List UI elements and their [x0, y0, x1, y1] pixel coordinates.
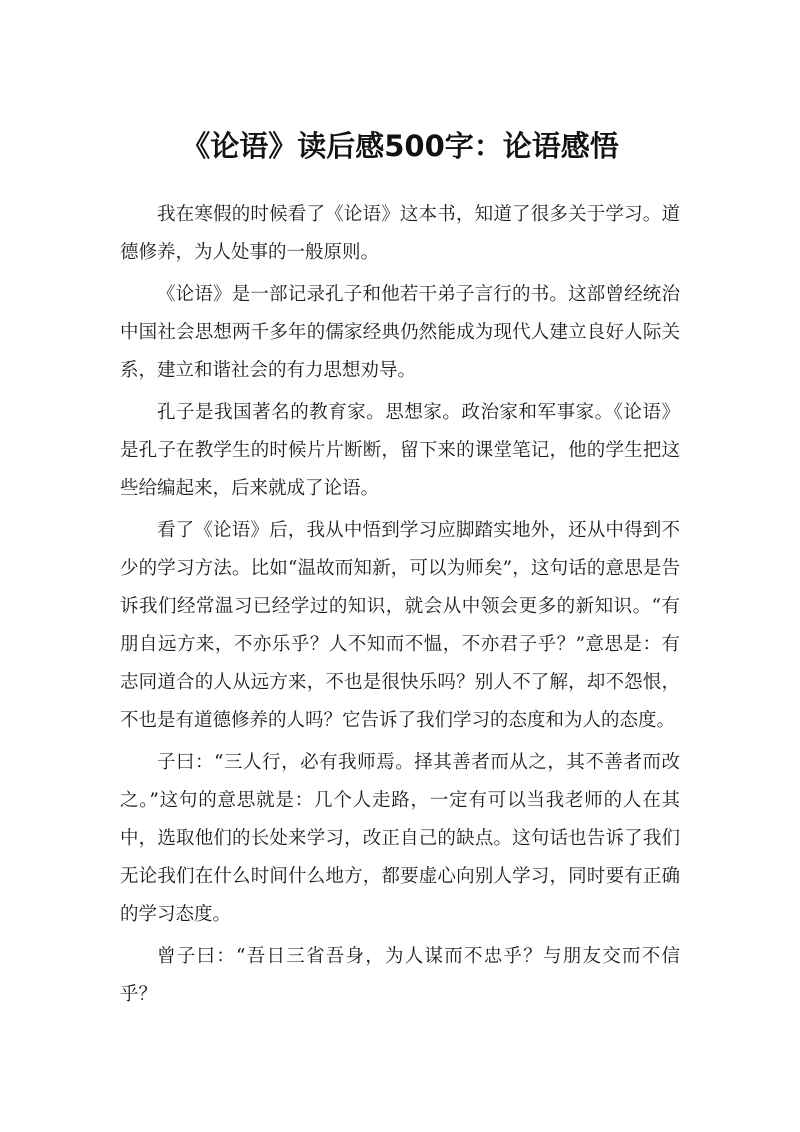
paragraph: 子曰：“三人行，必有我师焉。择其善者而从之，其不善者而改之。”这句的意思就是：几个人走路，一定有可以当我老师的人在其中，选取他们的长处来学习，改正自己的缺点。这句话也告诉了我们无论我们在什么时间什么地方，都要虚心向别人学习，同时要有正确的学习态度。	[120, 752, 680, 925]
paragraph: 孔子是我国著名的教育家。思想家。政治家和军事家。《论语》是孔子在教学生的时候片片断断，留下来的课堂笔记，他的学生把这些给编起来，后来就成了论语。	[120, 402, 680, 499]
paragraph: 曾子曰：“吾日三省吾身，为人谋而不忠乎？与朋友交而不信乎？	[120, 946, 680, 1005]
document-title: 《论语》读后感500字：论语感悟	[181, 129, 619, 163]
paragraph: 看了《论语》后，我从中悟到学习应脚踏实地外，还从中得到不少的学习方法。比如“温故而知新，可以为师矣”，这句话的意思是告诉我们经常温习已经学过的知识，就会从中领会更多的新知识。“有朋自远方来，不亦乐乎？人不知而不愠，不亦君子乎？”意思是：有志同道合的人从远方来，不也是很快乐吗？别人不了解，却不怨恨，不也是有道德修养的人吗？它告诉了我们学习的态度和为人的态度。	[120, 520, 680, 731]
paragraph: 我在寒假的时候看了《论语》这本书，知道了很多关于学习。道德修养，为人处事的一般原则。	[120, 204, 680, 263]
paragraph: 《论语》是一部记录孔子和他若干弟子言行的书。这部曾经统治中国社会思想两千多年的儒家经典仍然能成为现代人建立良好人际关系，建立和谐社会的有力思想劝导。	[120, 284, 680, 381]
document-body	[120, 196, 680, 1018]
